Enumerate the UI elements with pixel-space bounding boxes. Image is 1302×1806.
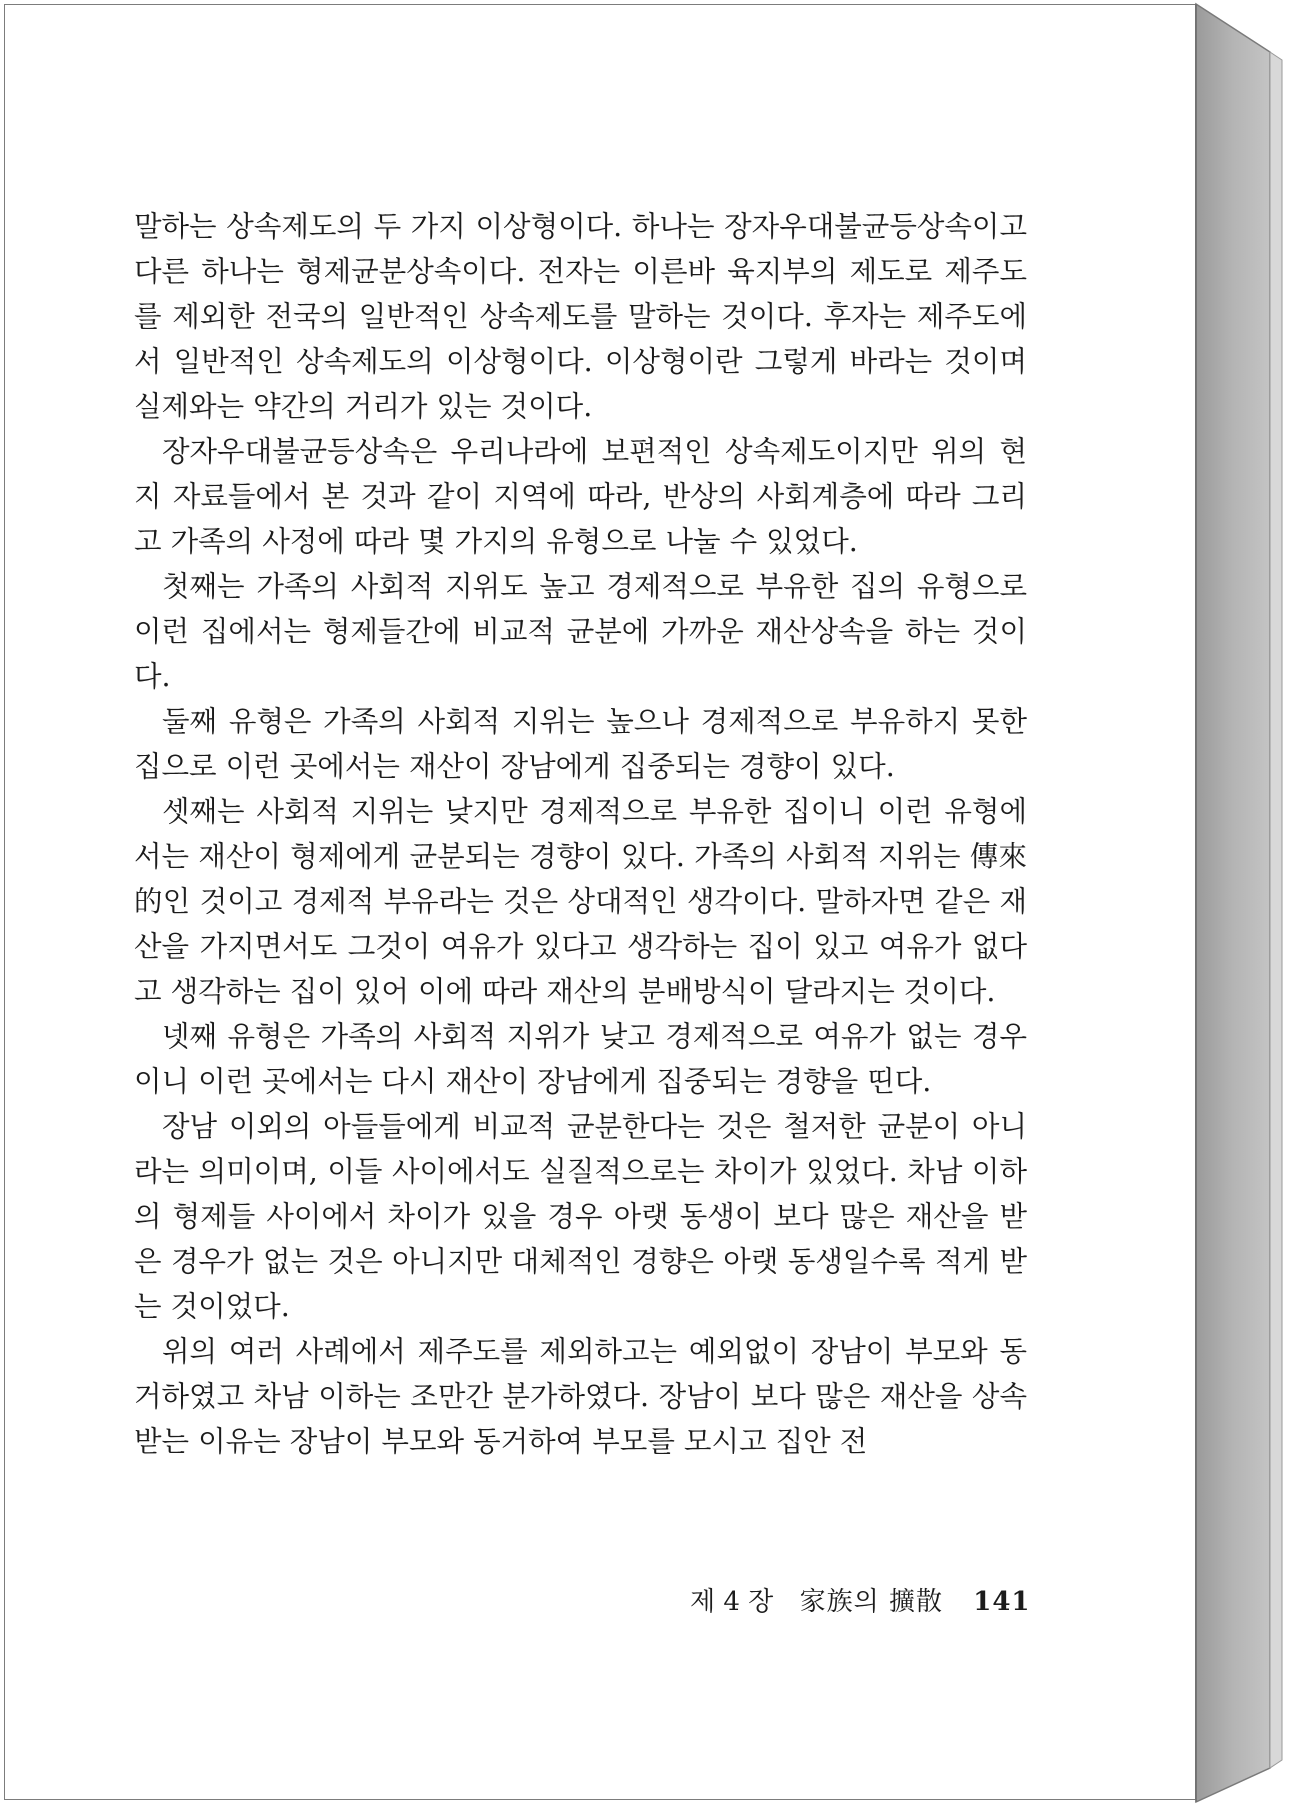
paragraph-1: 말하는 상속제도의 두 가지 이상형이다. 하나는 장자우대불균등상속이고 다른 하나는 형제균분상속이다. 전자는 이른바 육지부의 제도로 제주도를 제외한 전국의 일반적인 상속제도를 말하는 것이다. 후자는 제주도에서 일반적인 상속제도의 이상형이다. 이상형이란 그렇게 바라는 것이며 실제와는 약간의 거리가 있는 것이다. <box>134 210 1027 423</box>
paragraph-3: 첫째는 가족의 사회적 지위도 높고 경제적으로 부유한 집의 유형으로 이런 집에서는 형제들간에 비교적 균분에 가까운 재산상속을 하는 것이다. <box>134 570 1027 693</box>
paragraph-5: 셋째는 사회적 지위는 낮지만 경제적으로 부유한 집이니 이런 유형에서는 재산이 형제에게 균분되는 경향이 있다. 가족의 사회적 지위는 傳來的인 것이고 경제적 부유라는 것은 상대적인 생각이다. 말하자면 같은 재산을 가지면서도 그것이 여유가 있다고 생각하는 집이 있고 여유가 없다고 생각하는 집이 있어 이에 따라 재산의 분배방식이 달라지는 것이다. <box>134 795 1027 1008</box>
paragraph-4: 둘째 유형은 가족의 사회적 지위는 높으나 경제적으로 부유하지 못한 집으로 이런 곳에서는 재산이 장남에게 집중되는 경향이 있다. <box>134 705 1027 783</box>
paragraph-7: 장남 이외의 아들들에게 비교적 균분한다는 것은 철저한 균분이 아니라는 의미이며, 이들 사이에서도 실질적으로는 차이가 있었다. 차남 이하의 형제들 사이에서 차이가 있을 경우 아랫 동생이 보다 많은 재산을 받은 경우가 없는 것은 아니지만 대체적인 경향은 아랫 동생일수록 적게 받는 것이었다. <box>134 1110 1027 1323</box>
paragraph-2: 장자우대불균등상속은 우리나라에 보편적인 상속제도이지만 위의 현지 자료들에서 본 것과 같이 지역에 따라, 반상의 사회계층에 따라 그리고 가족의 사정에 따라 몇 가지의 유형으로 나눌 수 있었다. <box>134 435 1027 558</box>
running-footer <box>690 1584 1030 1620</box>
page-number: 141 <box>973 1587 1031 1617</box>
footer-chapter-title: 家族의 擴散 <box>799 1587 943 1617</box>
paragraph-6: 넷째 유형은 가족의 사회적 지위가 낮고 경제적으로 여유가 없는 경우이니 이런 곳에서는 다시 재산이 장남에게 집중되는 경향을 띤다. <box>134 1020 1027 1098</box>
footer-chapter: 제 4 장 <box>690 1587 774 1617</box>
body-text <box>134 204 1027 1464</box>
paragraph-8: 위의 여러 사례에서 제주도를 제외하고는 예외없이 장남이 부모와 동거하였고 차남 이하는 조만간 분가하였다. 장남이 보다 많은 재산을 상속받는 이유는 장남이 부모와 동거하여 부모를 모시고 집안 전 <box>134 1335 1027 1458</box>
